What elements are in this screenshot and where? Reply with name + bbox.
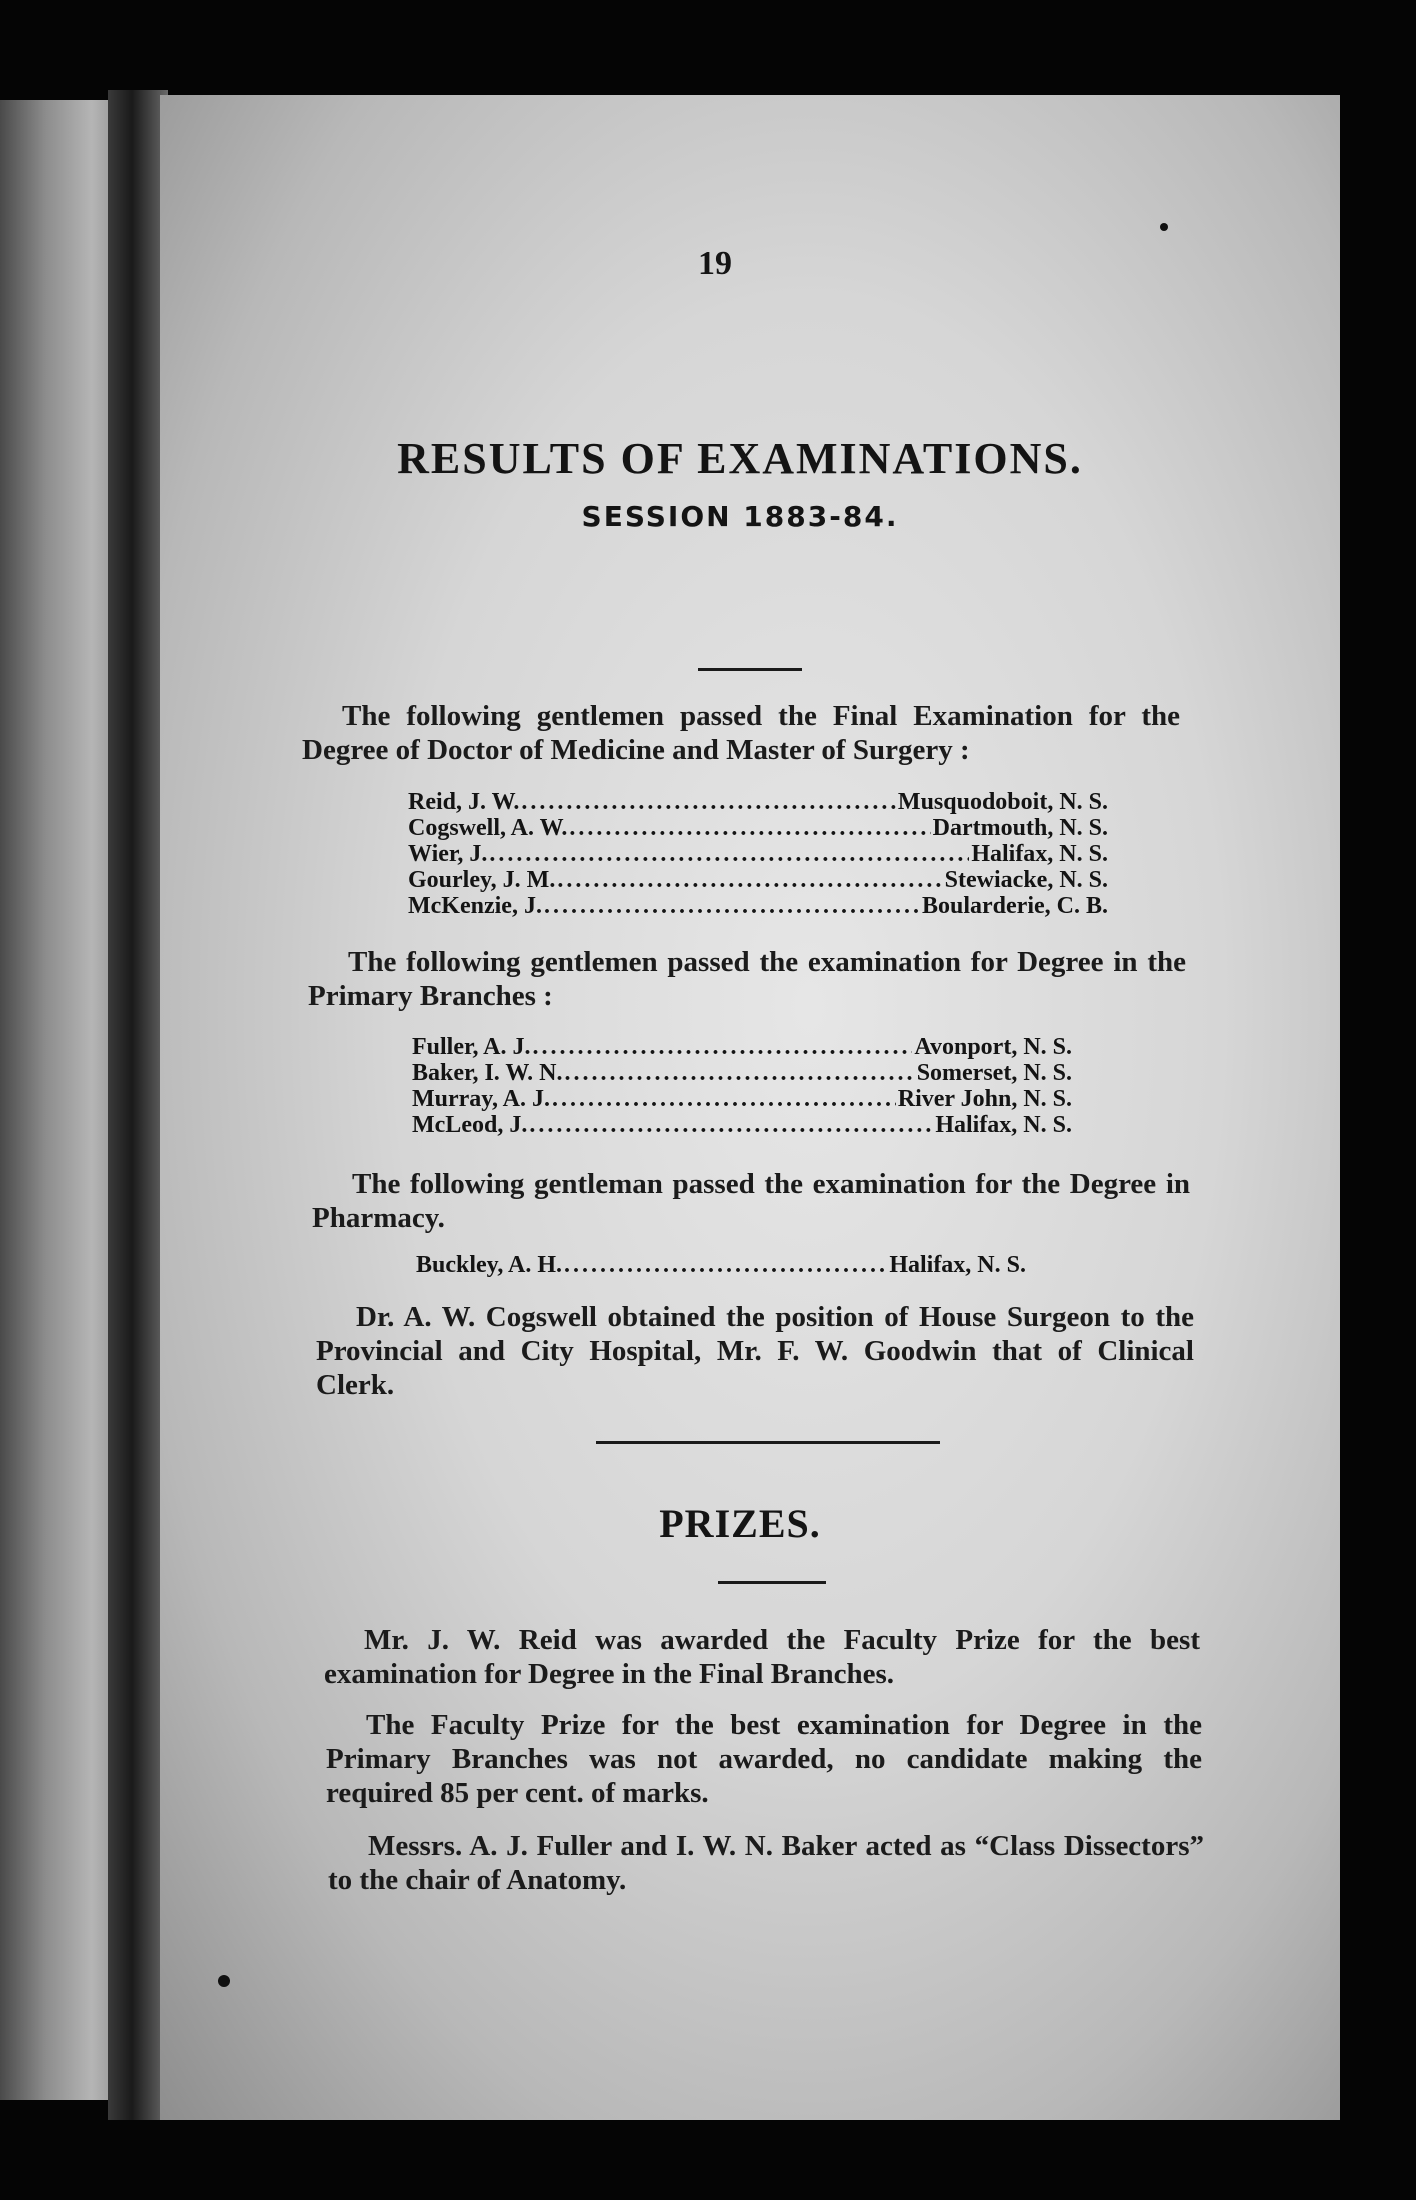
dot-leader (557, 867, 942, 893)
prizes-divider (718, 1581, 826, 1584)
primary-exam-list (412, 1034, 1072, 1138)
graduate-place: Somerset, N. S. (916, 1060, 1072, 1086)
graduate-place: Halifax, N. S. (935, 1112, 1072, 1138)
session-subtitle: SESSION 1883-84. (581, 500, 899, 533)
graduate-place: Halifax, N. S. (889, 1252, 1026, 1278)
list-item (412, 1034, 1072, 1060)
graduate-name: Baker, I. W. N. (412, 1060, 563, 1086)
final-exam-intro-text: The following gentlemen passed the Final Examination for the Degree of Doctor of Medicine and Master of Surgery : (302, 700, 1180, 766)
graduate-place: Halifax, N. S. (971, 841, 1108, 867)
final-exam-list (408, 789, 1108, 919)
graduate-place: Musquodoboit, N. S. (897, 789, 1108, 815)
list-item (412, 1086, 1072, 1112)
dot-leader (529, 1112, 933, 1138)
list-item (408, 789, 1108, 815)
page-title: RESULTS OF EXAMINATIONS. (397, 434, 1083, 483)
document-page (160, 95, 1340, 2120)
prize-paragraph (328, 1829, 1204, 1897)
appointments-paragraph (316, 1300, 1194, 1402)
dot-leader (532, 1034, 912, 1060)
graduate-name: Wier, J. (408, 841, 488, 867)
ink-speck (218, 1975, 230, 1987)
dot-leader (521, 789, 896, 815)
graduate-place: Avonport, N. S. (914, 1034, 1072, 1060)
list-item (408, 867, 1108, 893)
prize-paragraph-text: The Faculty Prize for the best examination for Degree in the Primary Branches was not awarded, no candidate making the required 85 per cent. of marks. (326, 1709, 1202, 1809)
list-item (408, 893, 1108, 919)
prize-paragraph (326, 1708, 1202, 1810)
graduate-name: McKenzie, J. (408, 893, 542, 919)
graduate-name: Cogswell, A. W. (408, 815, 568, 841)
dot-leader (564, 1252, 887, 1278)
list-item (412, 1112, 1072, 1138)
prize-paragraph-text: Messrs. A. J. Fuller and I. W. N. Baker acted as “Class Dissectors” to the chair of Anatomy. (328, 1830, 1204, 1896)
dot-leader (552, 1086, 896, 1112)
graduate-name: Murray, A. J. (412, 1086, 550, 1112)
left-facing-page-edge (0, 100, 115, 2100)
dot-leader (544, 893, 920, 919)
final-exam-intro (302, 699, 1180, 767)
section-divider (596, 1441, 940, 1444)
list-item (408, 815, 1108, 841)
list-item (408, 841, 1108, 867)
title-divider (698, 668, 802, 671)
page-number: 19 (698, 245, 732, 282)
list-item (416, 1252, 1026, 1278)
dot-leader (565, 1060, 915, 1086)
appointments-text: Dr. A. W. Cogswell obtained the position of House Surgeon to the Provincial and City Hospital, Mr. F. W. Goodwin that of Clinical Clerk. (316, 1301, 1194, 1401)
graduate-place: Boularderie, C. B. (922, 893, 1108, 919)
ink-speck (1160, 223, 1168, 231)
pharmacy-exam-intro-text: The following gentleman passed the examination for the Degree in Pharmacy. (312, 1168, 1190, 1234)
graduate-name: McLeod, J. (412, 1112, 528, 1138)
graduate-name: Fuller, A. J. (412, 1034, 531, 1060)
graduate-name: Gourley, J. M. (408, 867, 556, 893)
graduate-place: River John, N. S. (897, 1086, 1072, 1112)
graduate-name: Buckley, A. H. (416, 1252, 563, 1278)
list-item (412, 1060, 1072, 1086)
prize-paragraph-text: Mr. J. W. Reid was awarded the Faculty Prize for the best examination for Degree in the Final Branches. (324, 1624, 1200, 1690)
prizes-heading: PRIZES. (659, 1501, 821, 1546)
dot-leader (489, 841, 969, 867)
graduate-name: Reid, J. W. (408, 789, 520, 815)
dot-leader (569, 815, 930, 841)
book-gutter (108, 90, 168, 2120)
page-content (160, 95, 1340, 2120)
primary-exam-intro-text: The following gentlemen passed the examination for Degree in the Primary Branches : (308, 946, 1186, 1012)
graduate-place: Stewiacke, N. S. (944, 867, 1108, 893)
graduate-place: Dartmouth, N. S. (932, 815, 1108, 841)
pharmacy-exam-intro (312, 1167, 1190, 1235)
primary-exam-intro (308, 945, 1186, 1013)
pharmacy-exam-list (416, 1252, 1026, 1278)
prize-paragraph (324, 1623, 1200, 1691)
